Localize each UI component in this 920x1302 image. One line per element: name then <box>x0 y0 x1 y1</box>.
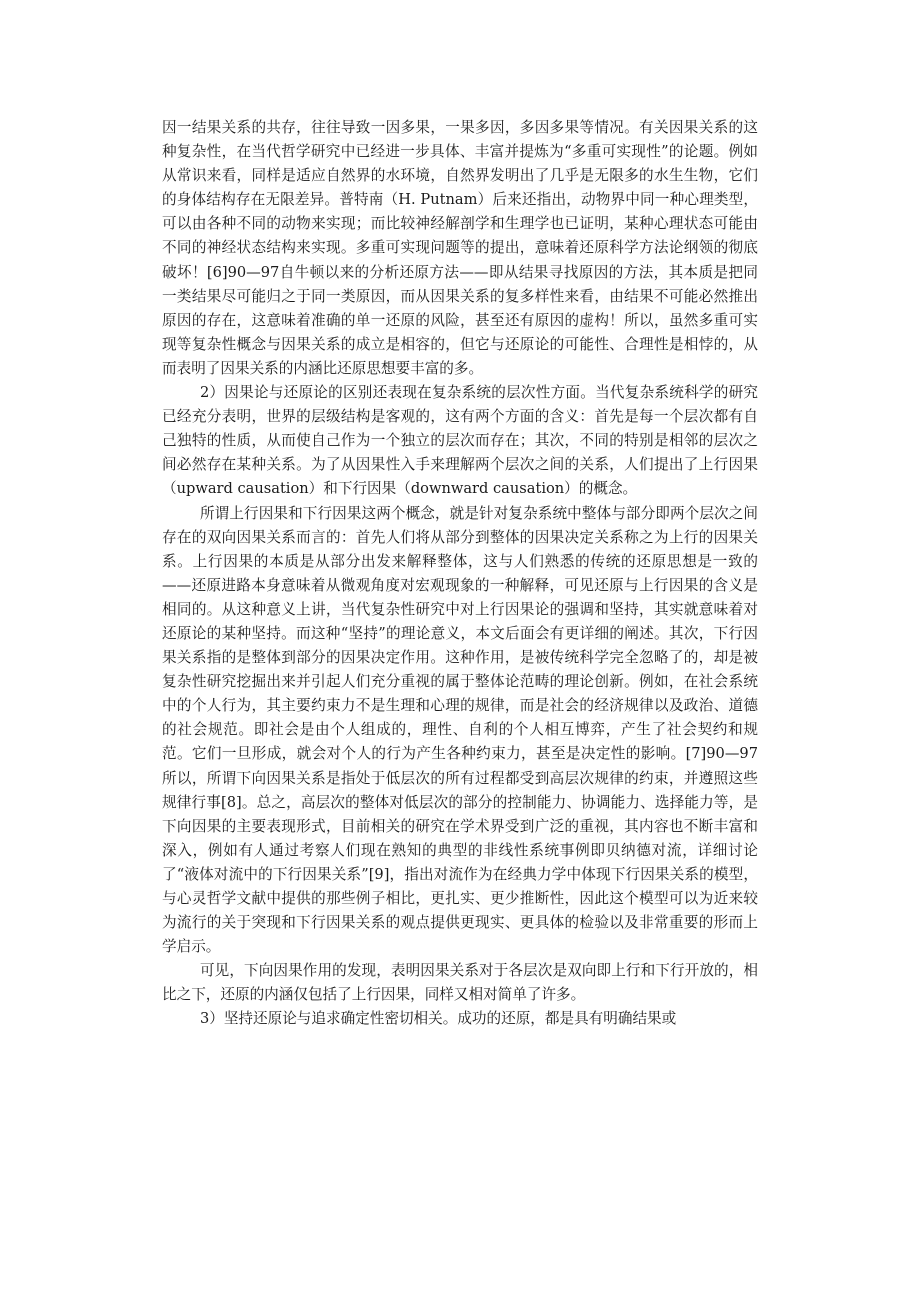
paragraph-5: 3）坚持还原论与追求确定性密切相关。成功的还原，都是具有明确结果或 <box>199 1010 677 1028</box>
paragraph-4: 可见，下向因果作用的发现，表明因果关系对于各层次是双向即上行和下行开放的，相比之下，还原的内涵仅包括了上行因果，同样又相对简单了许多。 <box>162 962 758 1004</box>
document-page <box>162 116 758 1032</box>
paragraph-3: 所谓上行因果和下行因果这两个概念，就是针对复杂系统中整体与部分即两个层次之间存在的双向因果关系而言的：首先人们将从部分到整体的因果决定关系称之为上行的因果关系。上行因果的本质是从部分出发来解释整体，这与人们熟悉的传统的还原思想是一致的——还原进路本身意味着从微观角度对宏观现象的一种解释，可见还原与上行因果的含义是相同的。从这种意义上讲，当代复杂性研究中对上行因果论的强调和坚持，其实就意味着对还原论的某种坚持。而这种“坚持”的理论意义，本文后面会有更详细的阐述。其次，下行因果关系指的是整体到部分的因果决定作用。这种作用，是被传统科学完全忽略了的，却是被复杂性研究挖掘出来并引起人们充分重视的属于整体论范畴的理论创新。例如，在社会系统中的个人行为，其主要约束力不是生理和心理的规律，而是社会的经济规律以及政治、道德的社会规范。即社会是由个人组成的，理性、自利的个人相互博弈，产生了社会契约和规范。它们一旦形成，就会对个人的行为产生各种约束力，甚至是决定性的影响。[7]90—97所以，所谓下向因果关系是指处于低层次的所有过程都受到高层次规律的约束，并遵照这些规律行事[8]。总之，高层次的整体对低层次的部分的控制能力、协调能力、选择能力等，是下向因果的主要表现形式，目前相关的研究在学术界受到广泛的重视，其内容也不断丰富和深入，例如有人通过考察人们现在熟知的典型的非线性系统事例即贝纳德对流，详细讨论了“液体对流中的下行因果关系”[9]，指出对流作为在经典力学中体现下行因果关系的模型，与心灵哲学文献中提供的那些例子相比，更扎实、更少推断性，因此这个模型可以为近来较为流行的关于突现和下行因果关系的观点提供更现实、更具体的检验以及非常重要的形而上学启示。 <box>162 504 758 956</box>
paragraph-2: 2）因果论与还原论的区别还表现在复杂系统的层次性方面。当代复杂系统科学的研究已经充分表明，世界的层级结构是客观的，这有两个方面的含义：首先是每一个层次都有自己独特的性质，从而使自己作为一个独立的层次而存在；其次，不同的特别是相邻的层次之间必然存在某种关系。为了从因果性入手来理解两个层次之间的关系，人们提出了上行因果（upward causation）和下行因果（downward causation）的概念。 <box>162 384 758 498</box>
paragraph-1: 因一结果关系的共存，往往导致一因多果，一果多因，多因多果等情况。有关因果关系的这种复杂性，在当代哲学研究中已经进一步具体、丰富并提炼为“多重可实现性”的论题。例如从常识来看，同样是适应自然界的水环境，自然界发明出了几乎是无限多的水生生物，它们的身体结构存在无限差异。普特南（H. Putnam）后来还指出，动物界中同一种心理类型，可以由各种不同的动物来实现；而比较神经解剖学和生理学也已证明，某种心理状态可能由不同的神经状态结构来实现。多重可实现问题等的提出，意味着还原科学方法论纲领的彻底破坏！[6]90—97自牛顿以来的分析还原方法——即从结果寻找原因的方法，其本质是把同一类结果尽可能归之于同一类原因，而从因果关系的复多样性来看，由结果不可能必然推出原因的存在，这意味着准确的单一还原的风险，甚至还有原因的虚构！所以，虽然多重可实现等复杂性概念与因果关系的成立是相容的，但它与还原论的可能性、合理性是相悖的，从而表明了因果关系的内涵比还原思想要丰富的多。 <box>162 119 758 377</box>
